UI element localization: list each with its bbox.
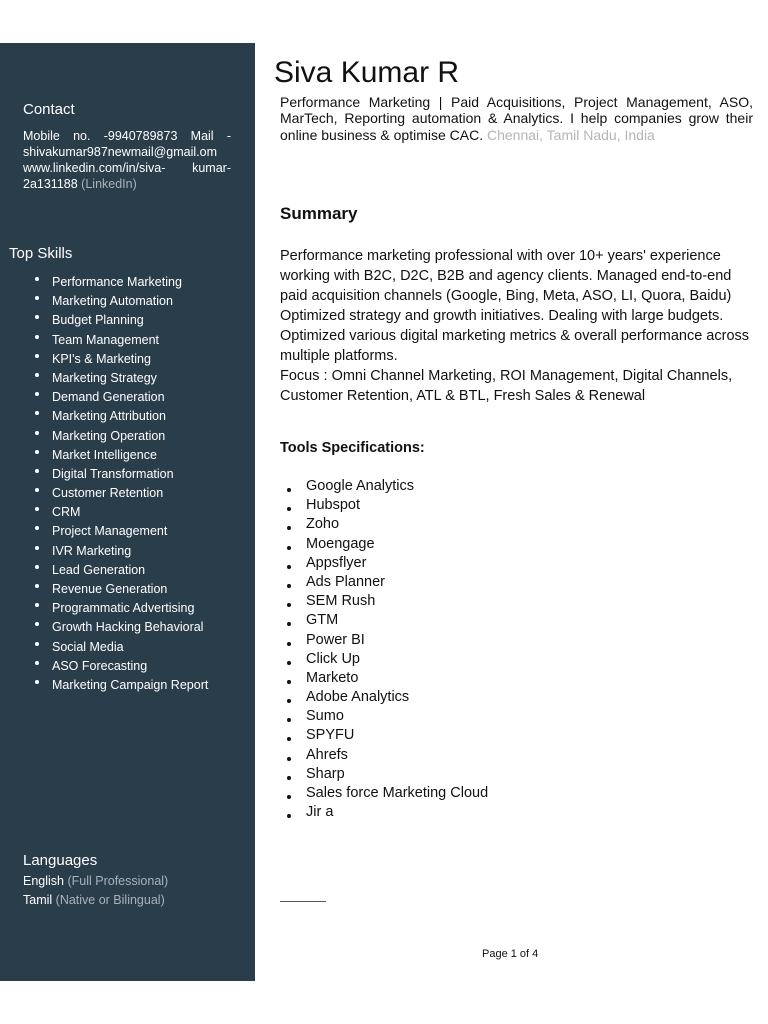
tool-item: Appsflyer — [287, 554, 488, 573]
tool-item: Adobe Analytics — [287, 688, 488, 707]
skill-item: Marketing Automation — [33, 292, 208, 311]
sidebar — [0, 43, 255, 981]
linkedin-label: (LinkedIn) — [81, 177, 137, 191]
skill-item: Demand Generation — [33, 388, 208, 407]
skill-item: Team Management — [33, 331, 208, 350]
headline — [280, 94, 753, 143]
candidate-name: Siva Kumar R — [274, 56, 460, 89]
skill-item: Lead Generation — [33, 561, 208, 580]
summary-text: Performance marketing professional with over 10+ years' experience working with B2C, D2C, B2B and agency clients. Managed end-to-end paid acquisition channels (Google, Bing, Meta, ASO, LI, Quora, Baidu) Optimized strategy and growth initiatives. Dealing with large budgets. Optimized various digital marketing metrics & overall performance across multiple platforms. — [280, 248, 750, 364]
tools-list — [287, 477, 488, 822]
skill-item: Growth Hacking Behavioral — [33, 618, 208, 637]
tool-item: Sharp — [287, 765, 488, 784]
skill-item: Marketing Operation — [33, 427, 208, 446]
top-skills-heading: Top Skills — [9, 245, 73, 262]
skill-item: IVR Marketing — [33, 542, 208, 561]
tool-item: Click Up — [287, 650, 488, 669]
skill-item: ASO Forecasting — [33, 657, 208, 676]
summary-heading: Summary — [280, 204, 358, 223]
skills-list — [33, 273, 208, 695]
skill-item: Budget Planning — [33, 311, 208, 330]
skill-item: Market Intelligence — [33, 446, 208, 465]
skill-item: Customer Retention — [33, 484, 208, 503]
skill-item: Revenue Generation — [33, 580, 208, 599]
language-name: Tamil — [23, 893, 53, 907]
tool-item: Sales force Marketing Cloud — [287, 784, 488, 803]
tool-item: Zoho — [287, 515, 488, 534]
language-level: (Full Professional) — [67, 874, 169, 888]
skill-item: Marketing Campaign Report — [33, 676, 208, 695]
tool-item: SEM Rush — [287, 592, 488, 611]
tool-item: GTM — [287, 611, 488, 630]
skill-item: Programmatic Advertising — [33, 599, 208, 618]
tool-item: Ads Planner — [287, 573, 488, 592]
language-item — [23, 893, 165, 907]
tool-item: SPYFU — [287, 726, 488, 745]
page-number: Page 1 of 4 — [482, 948, 539, 960]
contact-details — [23, 128, 231, 192]
skill-item: Performance Marketing — [33, 273, 208, 292]
tool-item: Google Analytics — [287, 477, 488, 496]
languages-heading: Languages — [23, 852, 98, 869]
skill-item: Social Media — [33, 638, 208, 657]
skill-item: CRM — [33, 503, 208, 522]
skill-item: Marketing Attribution — [33, 407, 208, 426]
summary-body — [280, 246, 750, 406]
headline-text: Performance Marketing | Paid Acquisitions, Project Management, ASO, MarTech, Reporting automation & Analytics. I help companies grow their online business & optimise CAC. — [280, 94, 753, 143]
language-level: (Native or Bilingual) — [55, 893, 165, 907]
tool-item: Moengage — [287, 535, 488, 554]
tool-item: Sumo — [287, 707, 488, 726]
tool-item: Power BI — [287, 631, 488, 650]
tool-item: Marketo — [287, 669, 488, 688]
skill-item: Marketing Strategy — [33, 369, 208, 388]
tool-item: Jir a — [287, 803, 488, 822]
focus-text: Focus : Omni Channel Marketing, ROI Management, Digital Channels, Customer Retention, ATL & BTL, Fresh Sales & Renewal — [280, 368, 733, 404]
skill-item: Project Management — [33, 522, 208, 541]
language-name: English — [23, 874, 64, 888]
location: Chennai, Tamil Nadu, India — [487, 126, 655, 143]
tools-heading: Tools Specifications: — [280, 440, 425, 456]
contact-text: Mobile no. -9940789873 Mail - shivakumar987newmail@gmail.om www.linkedin.com/in/siva- kumar-2a131188 — [23, 129, 231, 191]
footer-divider — [280, 901, 326, 902]
language-item — [23, 874, 168, 888]
skill-item: KPI's & Marketing — [33, 350, 208, 369]
tool-item: Hubspot — [287, 496, 488, 515]
contact-heading: Contact — [23, 101, 75, 118]
skill-item: Digital Transformation — [33, 465, 208, 484]
tool-item: Ahrefs — [287, 746, 488, 765]
